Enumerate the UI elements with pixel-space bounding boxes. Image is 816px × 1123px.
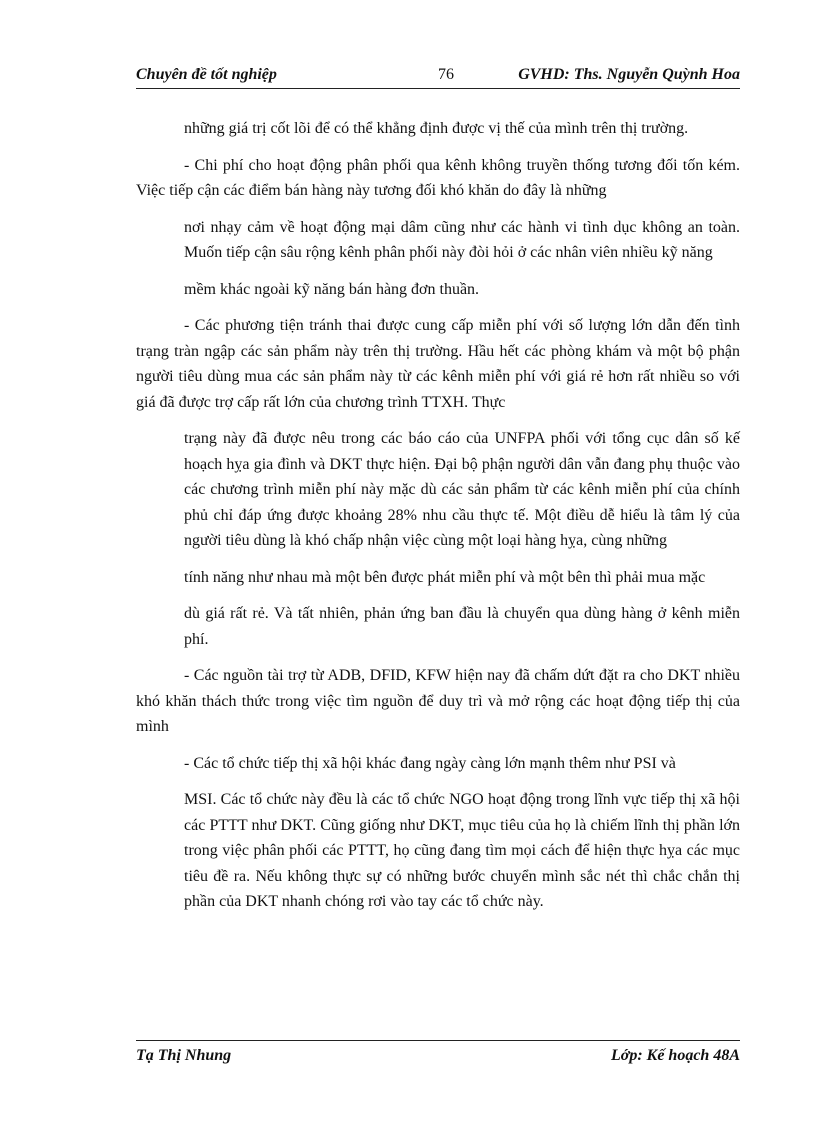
paragraph-7: tính năng như nhau mà một bên được phát miễn phí và một bên thì phải mua mặc (184, 568, 706, 586)
footer-class: Lớp: Kế hoạch 48A (610, 1047, 740, 1064)
footer-author: Tạ Thị Nhung (136, 1047, 232, 1064)
paragraph-4: mềm khác ngoài kỹ năng bán hàng đơn thuần. (184, 280, 480, 298)
paragraph-3: nơi nhạy cảm về hoạt động mại dâm cũng như các hành vi tình dục không an toàn. Muốn tiếp cận sâu rộng kênh phân phối này đòi hỏi ở các nhân viên nhiều kỹ năng (184, 218, 740, 261)
paragraph-5: - Các phương tiện tránh thai được cung cấp miễn phí với số lượng lớn dẫn đến tình trạng tràn ngập các sản phẩm này trên thị trường. Hầu hết các phòng khám và một bộ phận người tiêu dùng mua các sản phẩm này từ các kênh miễn phí với giá rẻ hơn rất nhiều so với giá đã được trợ cấp rất lớn của chương trình TTXH. Thực (136, 317, 740, 411)
header-document-type: Chuyên đề tốt nghiệp (136, 66, 277, 83)
paragraph-6: trạng này đã được nêu trong các báo cáo của UNFPA phối với tổng cục dân số kế hoạch hỵa gia đình và DKT thực hiện. Đại bộ phận người dân vẫn đang phụ thuộc vào các chương trình miễn phí này mặc dù các sản phẩm từ các kênh miễn phí của chính phủ chỉ đáp ứng được khoảng 28% nhu cầu thực tế. Một điều dễ hiểu là tâm lý của người tiêu dùng là khó chấp nhận việc cùng một loại hàng hỵa, cùng những (184, 430, 740, 549)
paragraph-8: dù giá rất rẻ. Và tất nhiên, phản ứng ban đầu là chuyển qua dùng hàng ở kênh miễn phí. (184, 605, 740, 648)
page-footer (136, 1040, 740, 1065)
paragraph-1: những giá trị cốt lõi để có thể khẳng định được vị thế của mình trên thị trường. (184, 120, 689, 137)
paragraph-2: - Chi phí cho hoạt động phân phối qua kênh không truyền thống tương đối tốn kém. Việc tiếp cận các điểm bán hàng này tương đối khó khăn do đây là những (136, 156, 740, 199)
paragraph-10: - Các tổ chức tiếp thị xã hội khác đang ngày càng lớn mạnh thêm như PSI và (184, 754, 676, 772)
header-supervisor: GVHD: Ths. Nguyễn Quỳnh Hoa (518, 66, 740, 83)
page-number: 76 (438, 66, 454, 83)
paragraph-9: - Các nguồn tài trợ từ ADB, DFID, KFW hiện nay đã chấm dứt đặt ra cho DKT nhiều khó khăn thách thức trong việc tìm nguồn để duy trì và mở rộng các hoạt động tiếp thị của mình (136, 667, 740, 735)
body-text (136, 116, 740, 926)
paragraph-11: MSI. Các tổ chức này đều là các tổ chức NGO hoạt động trong lĩnh vực tiếp thị xã hội các PTTT như DKT. Cũng giống như DKT, mục tiêu của họ là chiếm lĩnh thị phần lớn trong việc phân phối các PTTT, họ cũng đang tìm mọi cách để hiện thực hỵa các mục tiêu đề ra. Nếu không thực sự có những bước chuyển mình sắc nét thì chắc chắn thị phần của DKT nhanh chóng rơi vào tay các tổ chức này. (184, 791, 740, 910)
page-header (136, 64, 740, 89)
